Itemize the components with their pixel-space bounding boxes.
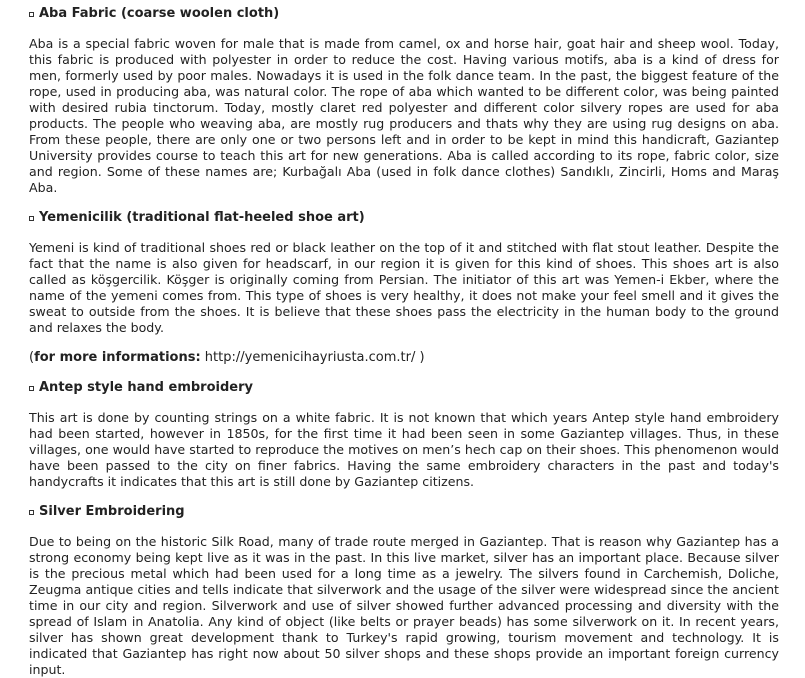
square-bullet-icon [29, 216, 34, 221]
close-paren: ) [415, 350, 425, 365]
section-title: Yemenicilik (traditional flat-heeled shoe art) [39, 210, 365, 225]
section-title: Aba Fabric (coarse woolen cloth) [39, 6, 280, 21]
section-heading-embroidery [29, 380, 779, 396]
more-info-line [29, 350, 779, 366]
section-title: Silver Embroidering [39, 504, 185, 519]
section-heading-aba [29, 6, 779, 22]
section-title: Antep style hand embroidery [39, 380, 253, 395]
open-paren: ( [29, 350, 35, 365]
square-bullet-icon [29, 12, 34, 17]
section-body-silver: Due to being on the historic Silk Road, many of trade route merged in Gaziantep. That is reason why Gaziantep has a strong economy being kept live as it was in the past. In this live market, silver has an important place. Because silver is the precious metal which had been used for a long time as a jewelry. The silvers found in Carchemish, Doliche, Zeugma antique cities and tells indicate that silverwork and the usage of the silver were widespread since the ancient time in our city and region. Silverwork and use of silver showed further advanced processing and diversity with the spread of Islam in Anatolia. Any kind of object (like belts or prayer beads) has some silverwork on it. In recent years, silver has shown great development thank to Turkey's rapid growing, tourism movement and technology. It is indicated that Gaziantep has right now about 50 silver shops and these shops provide an important foreign currency input. [29, 534, 779, 677]
section-body-yemenicilik: Yemeni is kind of traditional shoes red or black leather on the top of it and stitched with flat stout leather. Despite the fact that the name is also given for headscarf, in our region it is given for this kind of shoes. This shoes art is also called as köşgercilik. Köşger is originally coming from Persian. The initiator of this art was Yemen-i Ekber, where the name of the yemeni comes from. This type of shoes is very healthy, it does not make your feel smell and it gives the sweat to outside from the shoes. It is believe that these shoes pass the electricity in the human body to the ground and relaxes the body. [29, 240, 779, 335]
section-body-embroidery: This art is done by counting strings on a white fabric. It is not known that which years Antep style hand embroidery had been started, however in 1850s, for the first time it had been seen in some Gaziantep villages. Thus, in these villages, one would have started to reproduce the motives on men’s hech cap on their shoes. This phenomenon would have been passed to the city on finer fabrics. Having the same embroidery characters in the past and today's handycrafts it indicates that this art is still done by Gaziantep citizens. [29, 410, 779, 489]
more-info-label: for more informations: [34, 350, 201, 365]
section-heading-silver [29, 504, 779, 520]
square-bullet-icon [29, 386, 34, 391]
square-bullet-icon [29, 510, 34, 515]
more-info-link[interactable]: http://yemenicihayriusta.com.tr/ [204, 350, 416, 365]
section-body-aba: Aba is a special fabric woven for male that is made from camel, ox and horse hair, goat hair and sheep wool. Today, this fabric is produced with polyester in order to reduce the cost. Having various motifs, aba is a kind of dress for men, formerly used by poor males. Nowadays it is used in the folk dance team. In the past, the biggest feature of the rope, used in producing aba, was natural color. The rope of aba which wanted to be different color, was being painted with desired rubia tinctorum. Today, mostly claret red polyester and different color silvery ropes are used for aba products. The people who weaving aba, are mostly rug producers and thats why they are using rug designs on aba. From these people, there are only one or two persons left and in order to be kept in mind this handicraft, Gaziantep University provides course to teach this art for new generations. Aba is called according to its rope, fabric color, size and region. Some of these names are; Kurbağalı Aba (used in folk dance clothes) Sandıklı, Zincirli, Homs and Maraş Aba. [29, 36, 779, 195]
section-heading-yemenicilik [29, 210, 779, 226]
